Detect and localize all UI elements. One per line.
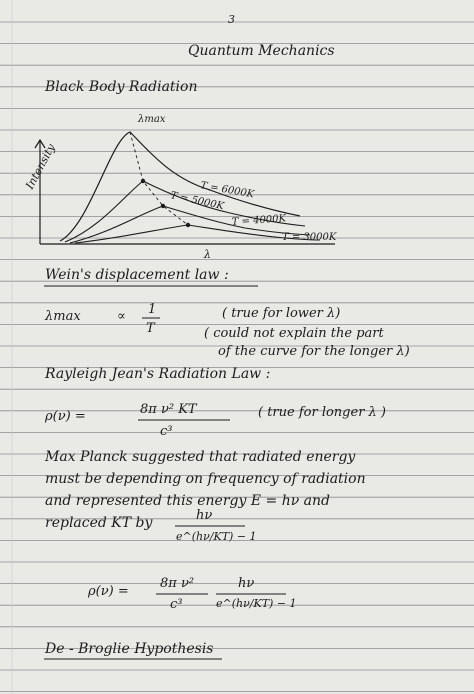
curve-label-5000k: T = 5000K — [169, 190, 225, 213]
planck-formula-lhs: ρ(ν) = — [88, 584, 129, 599]
wien-note-1: ( true for lower λ) — [222, 306, 341, 321]
page-number: 3 — [228, 13, 235, 26]
planck-formula-den1: c³ — [170, 597, 183, 612]
planck-line-4-denominator: e^(hν/KT) − 1 — [176, 530, 257, 543]
section-heading-black-body: Black Body Radiation — [45, 79, 198, 95]
wien-numerator: 1 — [148, 302, 157, 317]
debroglie-heading: De - Broglie Hypothesis — [45, 641, 214, 657]
rayleigh-heading: Rayleigh Jean's Radiation Law : — [45, 366, 271, 382]
wien-heading: Wein's displacement law : — [45, 267, 229, 283]
curve-label-3000k: T = 3000K — [282, 232, 337, 243]
curve-label-6000k: T = 6000K — [199, 180, 255, 201]
graph-ylabel: Intensity — [23, 141, 58, 192]
rayleigh-note: ( true for longer λ ) — [258, 405, 386, 420]
planck-line-1: Max Planck suggested that radiated energy — [45, 449, 356, 465]
planck-formula-num1: 8π ν² — [160, 576, 195, 591]
wien-denominator: T — [146, 321, 155, 336]
planck-formula-den2: e^(hν/KT) − 1 — [216, 597, 297, 610]
wien-note-2: ( could not explain the part — [204, 326, 384, 341]
curve-label-4000k: T = 4000K — [231, 213, 287, 228]
planck-line-3: and represented this energy E = hν and — [45, 493, 331, 509]
rayleigh-lhs: ρ(ν) = — [45, 409, 86, 424]
planck-formula-num2: hν — [238, 576, 255, 591]
rayleigh-denominator: c³ — [160, 424, 173, 439]
graph-xlabel: λ — [204, 248, 211, 261]
rayleigh-numerator: 8π ν² KT — [140, 402, 197, 417]
planck-line-2: must be depending on frequency of radiation — [45, 471, 366, 487]
planck-line-4-numerator: hν — [196, 508, 213, 523]
graph-peak-label: λmax — [138, 114, 166, 125]
wien-prop: ∝ — [117, 309, 126, 324]
page-title: Quantum Mechanics — [188, 43, 335, 59]
wien-note-3: of the curve for the longer λ) — [218, 344, 410, 359]
wien-lhs: λmax — [45, 309, 81, 324]
planck-line-4: replaced KT by — [45, 515, 153, 531]
